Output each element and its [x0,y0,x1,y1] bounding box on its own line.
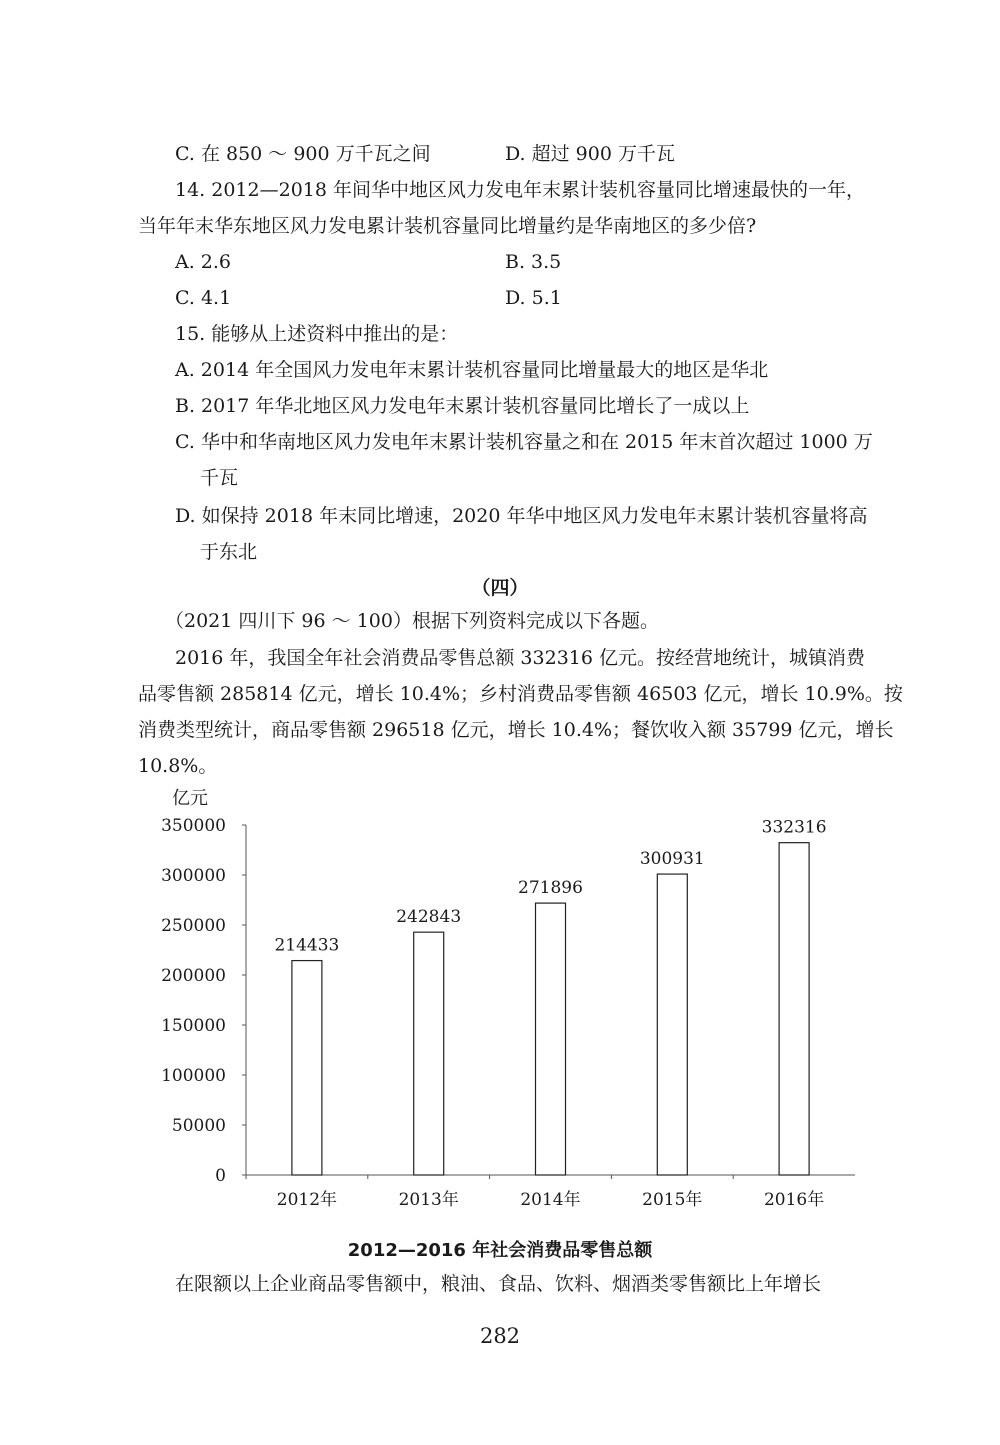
data-label: 214433 [274,935,340,956]
q14-option-a: A. 2.6 [175,251,232,273]
q15-option-d-line2: 于东北 [200,541,258,563]
q14-option-b: B. 3.5 [505,251,562,273]
x-tick-label: 2014年 [520,1190,581,1210]
bar [657,874,687,1175]
q13-option-d: D. 超过 900 万千瓦 [505,143,675,165]
q14-stem-line1: 14. 2012—2018 年间华中地区风力发电年末累计装机容量同比增速最快的一年， [175,179,866,201]
bar [536,903,566,1175]
y-tick-label: 150000 [161,1016,226,1036]
q15-option-c-line2: 千瓦 [200,467,239,489]
y-tick-label: 250000 [161,916,226,936]
q14-option-d: D. 5.1 [505,287,562,309]
q15-option-c-line1: C. 华中和华南地区风力发电年末累计装机容量之和在 2015 年末首次超过 1000 万 [175,431,873,453]
q15-stem: 15. 能够从上述资料中推出的是： [175,323,459,345]
y-axis-label: 亿元 [172,788,208,809]
x-tick-label: 2015年 [642,1190,703,1210]
section-heading: （四） [471,577,529,599]
q15-option-d-line1: D. 如保持 2018 年末同比增速，2020 年华中地区风力发电年末累计装机容量将高 [175,505,868,527]
y-tick-label: 0 [215,1166,226,1186]
para-line2: 品零售额 285814 亿元，增长 10.4%；乡村消费品零售额 46503 亿元，增长 10.9%。按 [138,683,903,705]
data-label: 300931 [639,849,705,870]
bar [779,843,809,1175]
y-tick-label: 350000 [161,816,226,836]
q13-option-c: C. 在 850 ～ 900 万千瓦之间 [175,143,431,165]
x-tick-label: 2012年 [276,1190,338,1210]
section-source: （2021 四川下 96 ～ 100）根据下列资料完成以下各题。 [165,610,659,632]
q15-option-a: A. 2014 年全国风力发电年末累计装机容量同比增量最大的地区是华北 [175,359,769,381]
x-tick-label: 2016年 [763,1190,825,1210]
q14-stem-line2: 当年年末华东地区风力发电累计装机容量同比增量约是华南地区的多少倍? [138,215,757,237]
chart-caption: 2012—2016 年社会消费品零售总额 [347,1240,653,1261]
para-line3: 消费类型统计，商品零售额 296518 亿元，增长 10.4%；餐饮收入额 35799 亿元，增长 [138,719,894,741]
y-tick-label: 100000 [161,1066,226,1086]
y-tick-label: 200000 [161,966,226,986]
x-tick-label: 2013年 [398,1190,459,1210]
page-number: 282 [479,1324,521,1348]
para-line4: 10.8%。 [138,755,218,777]
y-tick-label: 300000 [161,866,226,886]
after-chart-line: 在限额以上企业商品零售额中，粮油、食品、饮料、烟酒类零售额比上年增长 [175,1273,822,1295]
q14-option-c: C. 4.1 [175,287,232,309]
bar-chart [150,780,870,1220]
bar [292,961,322,1175]
data-label: 332316 [761,817,827,838]
para-line1: 2016 年，我国全年社会消费品零售总额 332316 亿元。按经营地统计，城镇消费 [175,647,866,669]
q15-option-b: B. 2017 年华北地区风力发电年末累计装机容量同比增长了一成以上 [175,395,750,417]
bar [414,932,444,1175]
data-label: 242843 [396,907,462,928]
y-tick-label: 50000 [171,1116,226,1136]
data-label: 271896 [518,878,583,899]
